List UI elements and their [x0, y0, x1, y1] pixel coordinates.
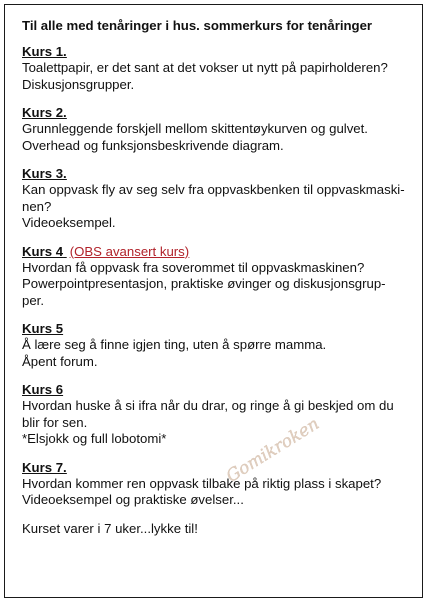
course-5 [22, 321, 412, 370]
course-line: Åpent forum. [22, 353, 98, 369]
course-line: Hvordan få oppvask fra soverommet til oppvaskmaskinen? [22, 259, 365, 275]
course-3 [22, 166, 412, 232]
course-line: nen? [22, 198, 52, 214]
course-title [22, 321, 412, 337]
course-line: Hvordan huske å si ifra når du drar, og ringe å gi beskjed om du [22, 398, 394, 413]
course-title [22, 166, 412, 182]
course-line: Grunnleggende forskjell mellom skittentøykurven og gulvet. [22, 121, 368, 136]
course-line: blir for sen. [22, 414, 88, 430]
course-line: Kan oppvask fly av seg selv fra oppvaskbenken til oppvaskmaski- [22, 182, 405, 197]
course-title [22, 460, 412, 476]
course-line: Videoeksempel. [22, 215, 116, 230]
course-1 [22, 44, 412, 93]
course-title-text: Kurs 6 [22, 382, 64, 397]
course-title-text: Kurs 7. [22, 459, 67, 475]
course-title [22, 44, 412, 60]
course-line: Hvordan kommer ren oppvask tilbake på riktig plass i skapet? [22, 475, 382, 491]
advanced-course-note: (OBS avansert kurs) [69, 243, 190, 259]
course-2 [22, 105, 412, 154]
course-line: *Elsjokk og full lobotomi* [22, 431, 167, 446]
course-line: Diskusjonsgrupper. [22, 76, 135, 92]
course-title [22, 244, 412, 260]
document-content [22, 17, 412, 537]
document-header: Til alle med tenåringer i hus. sommerkurs for tenåringer [22, 18, 373, 33]
watermark-text: Gomikroken [222, 413, 323, 487]
course-line: Videoeksempel og praktiske øvelser... [22, 492, 244, 507]
course-title-text: Kurs 5 [22, 321, 64, 336]
course-6 [22, 382, 412, 448]
course-title-text: Kurs 2. [22, 105, 67, 120]
course-title-text: Kurs 3. [22, 166, 67, 181]
document-footer: Kurset varer i 7 uker...lykke til! [22, 520, 198, 536]
course-title-text: Kurs 4 [22, 243, 64, 259]
course-title [22, 382, 412, 398]
course-title [22, 105, 412, 121]
course-4 [22, 244, 412, 310]
document-frame [4, 4, 423, 598]
course-7 [22, 460, 412, 509]
course-line: per. [22, 292, 44, 308]
course-line: Powerpointpresentasjon, praktiske øvinger og diskusjonsgrup- [22, 276, 386, 291]
course-title-text: Kurs 1. [22, 44, 67, 59]
course-line: Å lære seg å finne igjen ting, uten å spørre mamma. [22, 337, 327, 352]
course-line: Overhead og funksjonsbeskrivende diagram. [22, 137, 284, 153]
course-line: Toalettpapir, er det sant at det vokser ut nytt på papirholderen? [22, 60, 388, 75]
